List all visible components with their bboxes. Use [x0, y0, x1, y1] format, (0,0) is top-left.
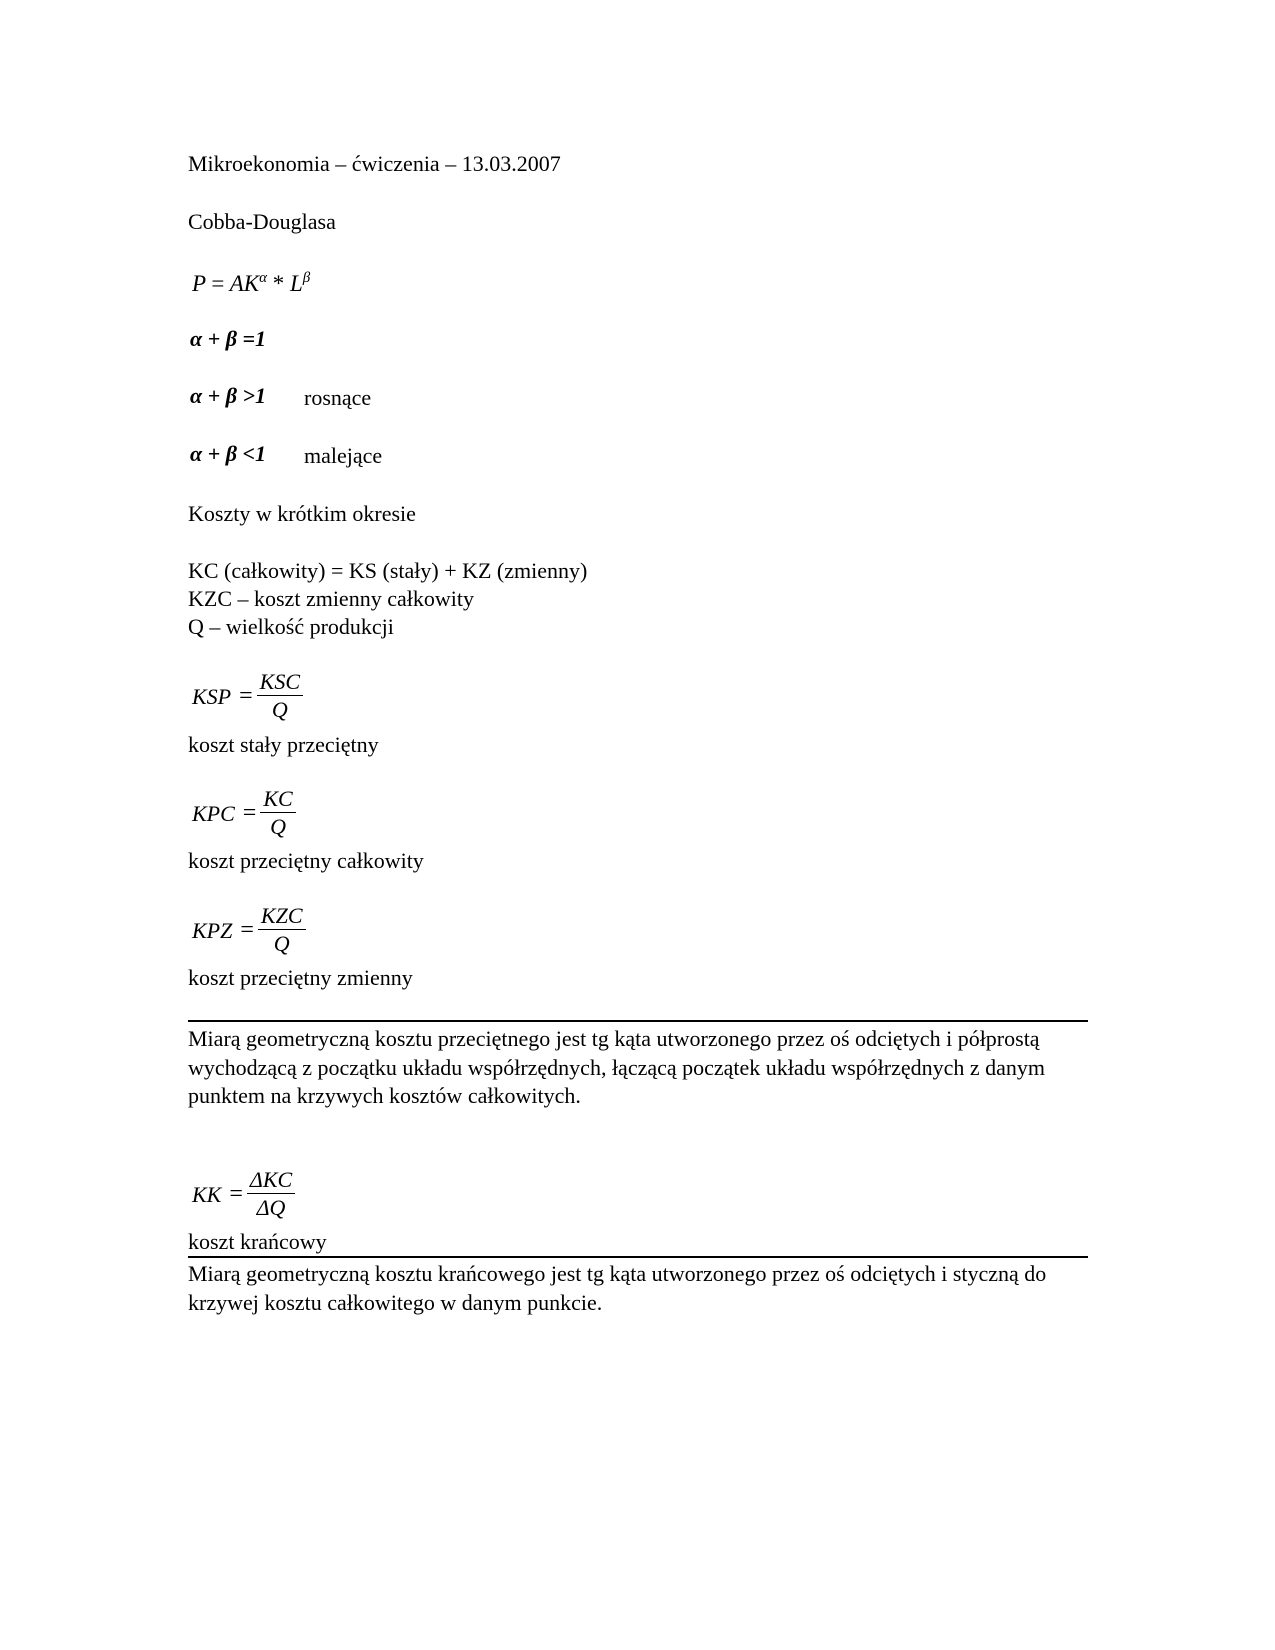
formula-kk — [192, 1167, 295, 1222]
numerator: KZC — [258, 903, 306, 930]
formula-ak: AK — [229, 271, 260, 296]
denominator: ΔQ — [256, 1195, 286, 1220]
formula-eq: = — [242, 800, 257, 826]
caption-ksp: koszt stały przeciętny — [188, 732, 379, 757]
section-short-run-costs: Koszty w krótkim okresie — [188, 501, 416, 526]
formula-eq: = — [211, 271, 225, 296]
numerator: KC — [260, 786, 295, 813]
formula-lhs: KK — [192, 1182, 222, 1207]
formula-times: * — [272, 271, 285, 296]
horizontal-rule — [188, 1020, 1088, 1022]
numerator: ΔKC — [247, 1167, 295, 1194]
paragraph-marginal-cost: Miarą geometryczną kosztu krańcowego jest tg kąta utworzonego przez oś odciętych i styczną do krzywej kosztu całkowitego w danym punkcie. — [188, 1261, 1047, 1315]
fraction — [247, 1167, 295, 1222]
formula-cobb-douglas — [192, 270, 310, 301]
def-line-1: KC (całkowity) = KS (stały) + KZ (zmienny) — [188, 558, 588, 583]
exp-alpha: α — [259, 270, 267, 286]
fraction — [257, 669, 303, 724]
def-line-3: Q – wielkość produkcji — [188, 614, 394, 639]
caption-kk: koszt krańcowy — [188, 1229, 327, 1254]
def-line-2: KZC – koszt zmienny całkowity — [188, 586, 474, 611]
horizontal-rule — [188, 1256, 1088, 1258]
paragraph-average-cost: Miarą geometryczną kosztu przeciętnego jest tg kąta utworzonego przez oś odciętych i półprostą wychodzącą z początku układu współrzędnych, łączącą początek układu współrzędnych z danym punktem na krzywych kosztów całkowitych. — [188, 1026, 1046, 1108]
condition-greater: α + β >1 — [190, 383, 267, 408]
condition-equal: α + β =1 — [190, 326, 267, 351]
formula-eq: = — [229, 1181, 243, 1207]
denominator: Q — [273, 931, 290, 956]
exp-beta: β — [302, 270, 311, 286]
fraction — [258, 903, 306, 958]
denominator: Q — [270, 814, 286, 839]
formula-kpc — [192, 786, 296, 841]
formula-ksp — [192, 669, 303, 724]
formula-eq: = — [240, 917, 254, 943]
label-increasing: rosnące — [304, 385, 372, 410]
doc-title: Mikroekonomia – ćwiczenia – 13.03.2007 — [188, 151, 561, 176]
caption-kpc: koszt przeciętny całkowity — [188, 848, 424, 873]
condition-less: α + β <1 — [190, 441, 267, 466]
formula-eq: = — [239, 683, 253, 709]
formula-lhs: KPZ — [192, 918, 233, 943]
formula-lhs: KSP — [192, 684, 232, 709]
section-cobb-douglas: Cobba-Douglasa — [188, 209, 336, 234]
formula-lhs: KPC — [192, 801, 235, 826]
formula-l: L — [289, 271, 303, 296]
fraction — [260, 786, 295, 841]
label-decreasing: malejące — [304, 443, 383, 468]
numerator: KSC — [257, 669, 303, 696]
formula-kpz — [192, 903, 306, 958]
formula-lhs: P — [192, 271, 206, 296]
denominator: Q — [271, 697, 288, 722]
caption-kpz: koszt przeciętny zmienny — [188, 965, 413, 990]
